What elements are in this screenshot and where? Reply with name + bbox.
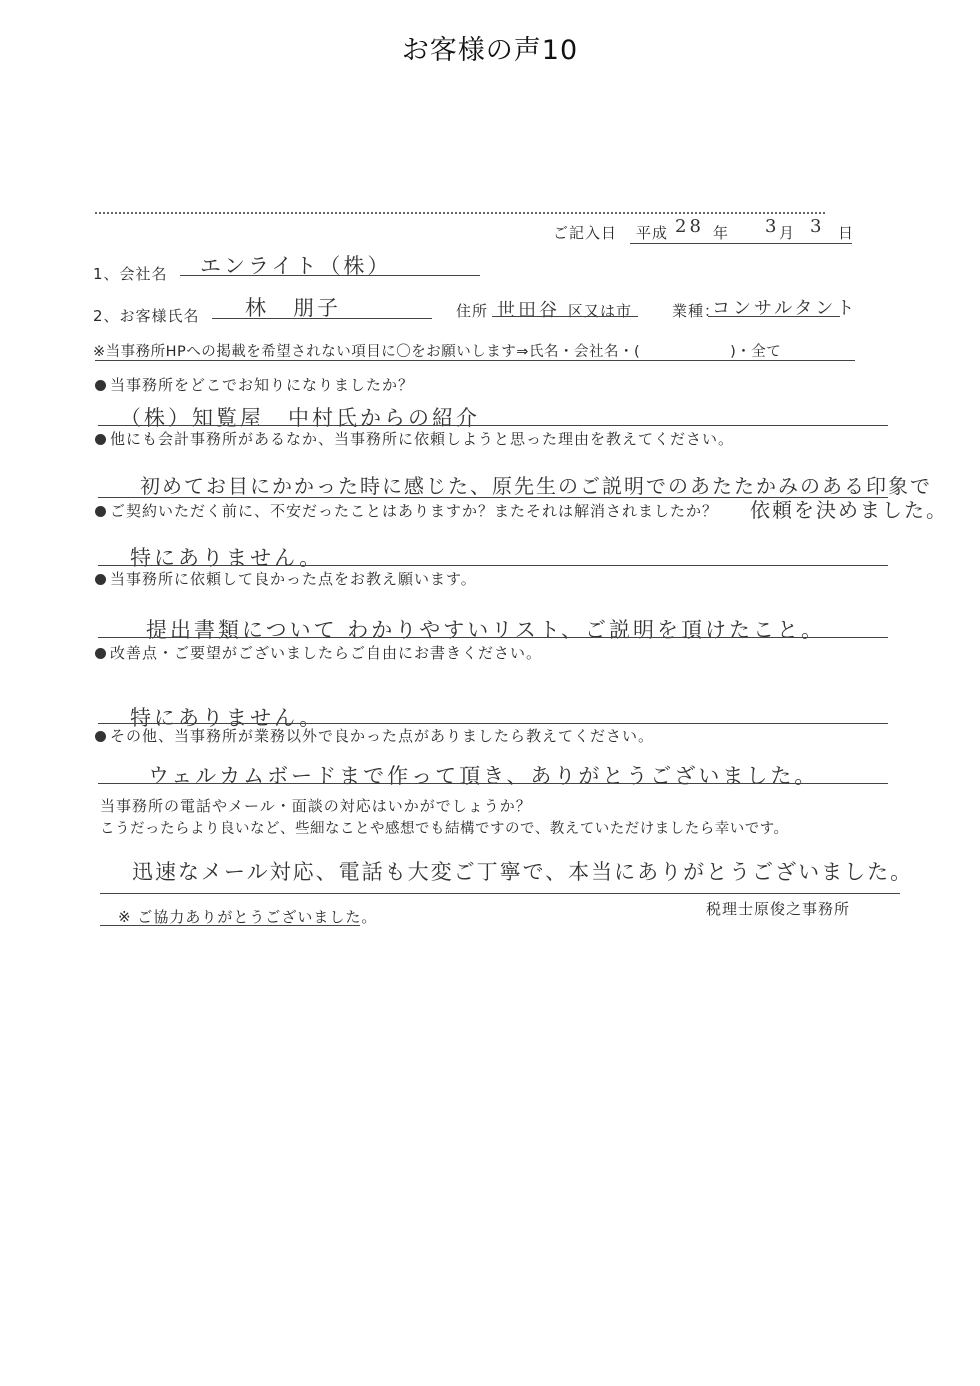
question-4: 当事務所に依頼して良かった点をお教え願います。 bbox=[95, 568, 477, 589]
bullet-icon bbox=[95, 506, 106, 517]
closing-answer-underline bbox=[100, 893, 900, 894]
answer-5-underline bbox=[98, 723, 888, 724]
name-label: 2、お客様氏名 bbox=[93, 307, 200, 325]
company-label: 1、会社名 bbox=[93, 265, 168, 283]
answer-3: 特にありません。 bbox=[130, 546, 324, 570]
answer-3-underline bbox=[98, 565, 888, 566]
notice-underline bbox=[95, 360, 855, 361]
question-2: 他にも会計事務所があるなか、当事務所に依頼しようと思った理由を教えてください。 bbox=[95, 428, 734, 449]
bullet-icon bbox=[95, 380, 106, 391]
industry-label: 業種： bbox=[672, 302, 721, 320]
thanks-underline bbox=[100, 925, 360, 926]
date-day: 3 bbox=[810, 216, 825, 237]
question-3: ご契約いただく前に、不安だったことはありますか？またそれは解消されましたか？ bbox=[95, 500, 718, 521]
question-1: 当事務所をどこでお知りになりましたか？ bbox=[95, 374, 414, 395]
page-title: お客様の声10 bbox=[401, 35, 579, 66]
address-label: 住所 bbox=[456, 302, 489, 320]
date-era: 平成 bbox=[636, 224, 669, 242]
bullet-icon bbox=[95, 434, 106, 445]
company-value: エンライト（株） bbox=[200, 254, 392, 278]
answer-4-underline bbox=[98, 637, 888, 638]
industry-value: コンサルタント bbox=[712, 298, 858, 319]
date-label: ご記入日 bbox=[553, 224, 618, 242]
address-underline bbox=[492, 316, 638, 317]
closing-question-2: こうだったらより良いなど、些細なことや感想でも結構ですので、教えていただけましたら幸いです。 bbox=[100, 821, 789, 837]
question-6: その他、当事務所が業務以外で良かった点がありましたら教えてください。 bbox=[95, 725, 654, 746]
closing-question-1: 当事務所の電話やメール・面談の対応はいかがでしょうか？ bbox=[100, 797, 532, 815]
question-5: 改善点・ご要望がございましたらご自由にお書きください。 bbox=[95, 642, 542, 663]
date-year: 28 bbox=[675, 216, 704, 237]
date-month: 3 bbox=[765, 216, 780, 237]
answer-5: 特にありません。 bbox=[130, 706, 324, 730]
date-month-label: 月 bbox=[779, 224, 796, 242]
answer-2-continued: 依頼を決めました。 bbox=[750, 498, 948, 522]
answer-6-underline bbox=[98, 783, 888, 784]
name-underline bbox=[212, 318, 432, 319]
date-year-label: 年 bbox=[713, 224, 730, 242]
company-underline bbox=[180, 275, 480, 276]
thanks-note: ※ ご協力ありがとうございました。 bbox=[118, 908, 378, 926]
bullet-icon bbox=[95, 574, 106, 585]
industry-underline bbox=[708, 316, 840, 317]
address-value: 世田谷 bbox=[497, 300, 560, 321]
answer-2: 初めてお目にかかった時に感じた、原先生のご説明でのあたたかみのある印象で bbox=[140, 474, 932, 498]
address-suffix: 区又は市 bbox=[568, 302, 633, 320]
date-row bbox=[553, 222, 617, 243]
date-day-label: 日 bbox=[838, 224, 855, 242]
closing-answer: 迅速なメール対応、電話も大変ご丁寧で、本当にありがとうございました。 bbox=[132, 860, 914, 884]
answer-6: ウェルカムボードまで作って頂き、ありがとうございました。 bbox=[148, 764, 819, 788]
answer-1-underline bbox=[98, 425, 888, 426]
bullet-icon bbox=[95, 648, 106, 659]
answer-1: （株）知覧屋 中村氏からの紹介 bbox=[120, 406, 480, 430]
date-underline bbox=[630, 243, 852, 244]
bullet-icon bbox=[95, 731, 106, 742]
notice-text: ※当事務所HPへの掲載を希望されない項目に〇をお願いします⇒氏名・会社名・( )・全て bbox=[93, 344, 782, 360]
answer-4: 提出書類について わかりやすいリスト、ご説明を頂けたこと。 bbox=[146, 618, 825, 642]
name-value: 林 朋子 bbox=[245, 296, 341, 320]
office-name: 税理士原俊之事務所 bbox=[706, 900, 851, 918]
top-dotted-line bbox=[95, 212, 825, 214]
